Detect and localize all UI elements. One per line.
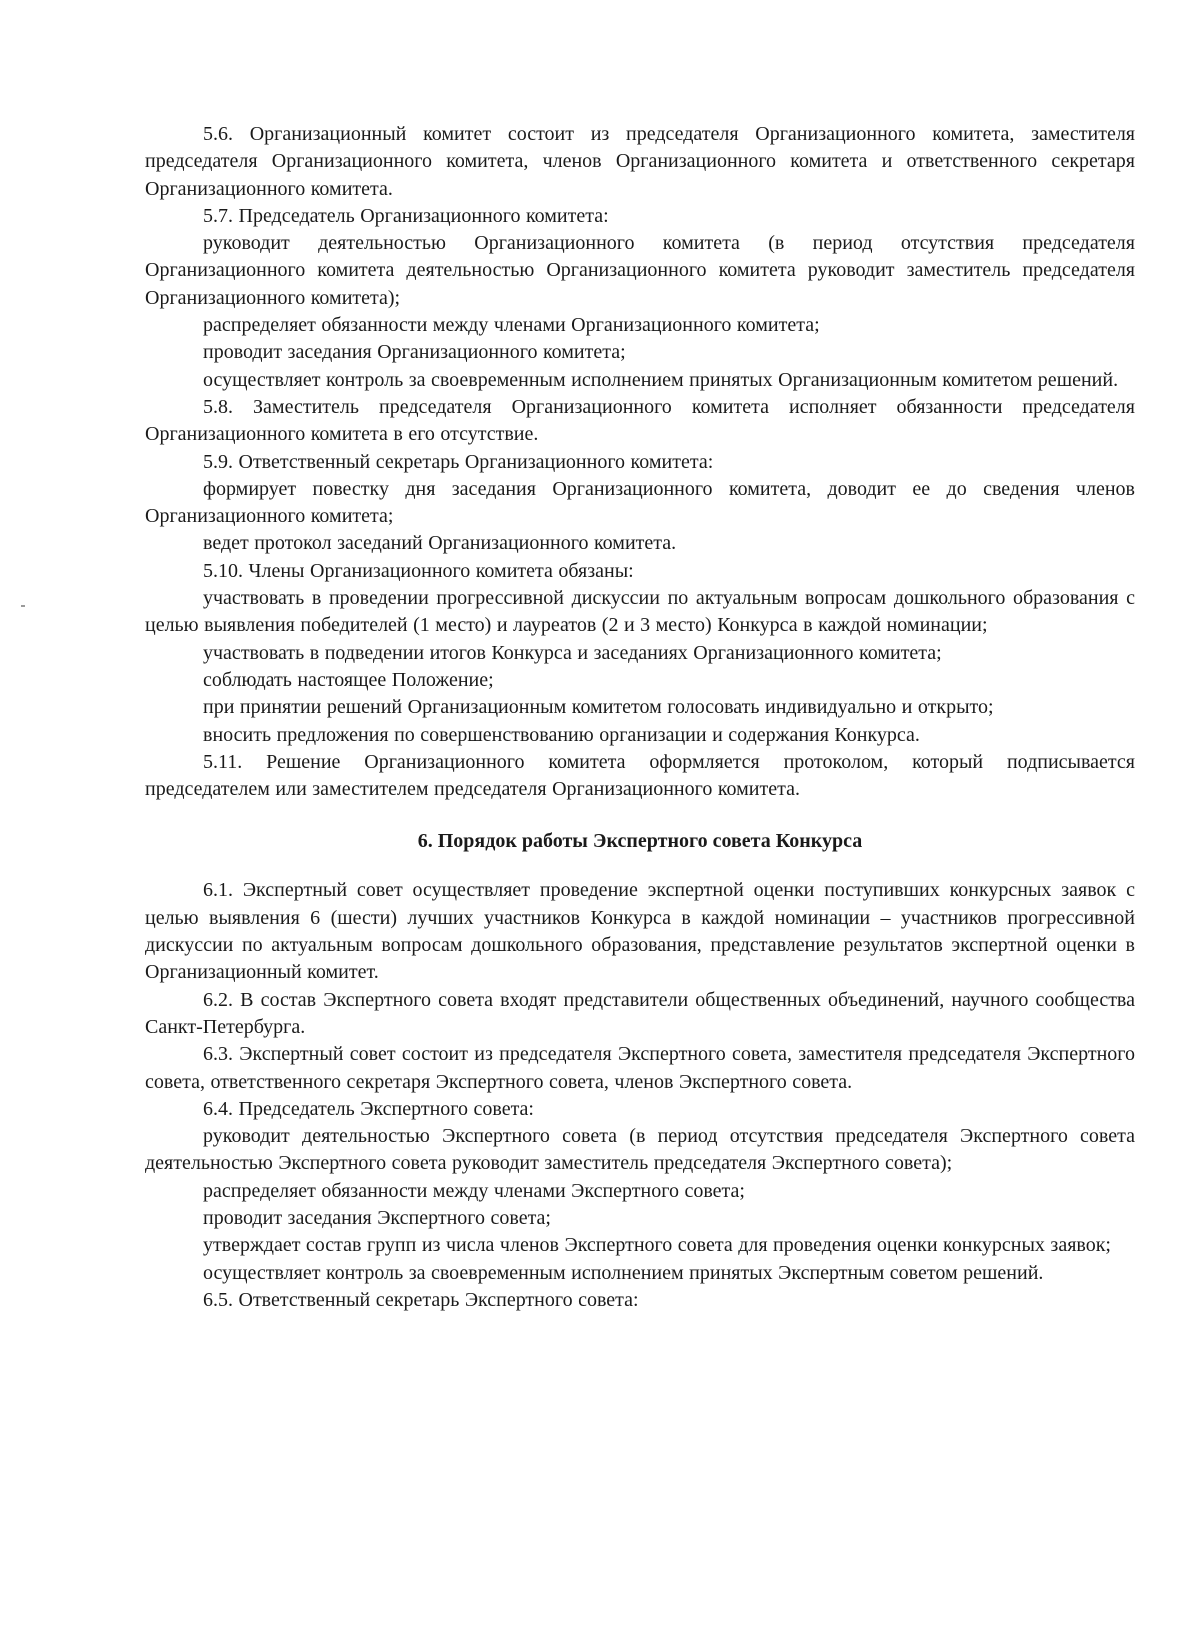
- paragraph-5-7: 5.7. Председатель Организационного комитета:: [203, 204, 609, 227]
- list-item: осуществляет контроль за своевременным исполнением принятых Экспертным советом решений.: [203, 1261, 1044, 1284]
- list-item: проводит заседания Организационного комитета;: [203, 341, 626, 364]
- list-item: руководит деятельностью Экспертного совета (в период отсутствия председателя Экспертного совета деятельностью Экспертного совета руководит заместитель председателя Экспертного совета);: [145, 1125, 1135, 1175]
- list-item: участвовать в проведении прогрессивной дискуссии по актуальным вопросам дошкольного образования с целью выявления победителей (1 место) и лауреатов (2 и 3 место) Конкурса в каждой номинации;: [145, 587, 1135, 637]
- paragraph-5-10: 5.10. Члены Организационного комитета обязаны:: [203, 559, 634, 582]
- list-item: проводит заседания Экспертного совета;: [203, 1206, 551, 1229]
- list-item: распределяет обязанности между членами Экспертного совета;: [203, 1179, 745, 1202]
- paragraph-5-11: 5.11. Решение Организационного комитета оформляется протоколом, который подписывается председателем или заместителем председателя Организационного комитета.: [145, 750, 1135, 801]
- section-6-heading: 6. Порядок работы Экспертного совета Конкурса: [417, 830, 863, 853]
- list-item: соблюдать настоящее Положение;: [203, 668, 494, 691]
- list-item: при принятии решений Организационным комитетом голосовать индивидуально и открыто;: [203, 696, 994, 719]
- list-item: ведет протокол заседаний Организационного комитета.: [203, 532, 677, 555]
- list-item: осуществляет контроль за своевременным исполнением принятых Организационным комитетом решений.: [203, 368, 1119, 391]
- scan-speck: [21, 605, 25, 607]
- paragraph-5-9: 5.9. Ответственный секретарь Организационного комитета:: [203, 450, 714, 473]
- paragraph-6-1: 6.1. Экспертный совет осуществляет проведение экспертной оценки поступивших конкурсных заявок с целью выявления 6 (шести) лучших участников Конкурса в каждой номинации – участников прогрессивной дискуссии по актуальным вопросам дошкольного образования, представление результатов экспертной оценки в Организационный комитет.: [145, 879, 1135, 984]
- list-item: утверждает состав групп из числа членов Экспертного совета для проведения оценки конкурсных заявок;: [203, 1234, 1111, 1257]
- paragraph-5-8: 5.8. Заместитель председателя Организационного комитета исполняет обязанности председателя Организационного комитета в его отсутствие.: [145, 395, 1135, 446]
- list-item: распределяет обязанности между членами Организационного комитета;: [203, 314, 820, 337]
- paragraph-6-4: 6.4. Председатель Экспертного совета:: [203, 1097, 534, 1120]
- list-item: вносить предложения по совершенствованию организации и содержания Конкурса.: [203, 723, 920, 746]
- paragraph-5-6: 5.6. Организационный комитет состоит из председателя Организационного комитета, заместителя председателя Организационного комитета, членов Организационного комитета и ответственного секретаря Организационного комитета.: [145, 123, 1135, 200]
- document-body: [145, 121, 1135, 1314]
- list-item: руководит деятельностью Организационного комитета (в период отсутствия председателя Организационного комитета деятельностью Организационного комитета руководит заместитель председателя Организационного комитета);: [145, 232, 1135, 309]
- paragraph-6-3: 6.3. Экспертный совет состоит из председателя Экспертного совета, заместителя председателя Экспертного совета, ответственного секретаря Экспертного совета, членов Экспертного совета.: [145, 1043, 1135, 1093]
- list-item: участвовать в подведении итогов Конкурса и заседаниях Организационного комитета;: [203, 641, 942, 664]
- paragraph-6-2: 6.2. В состав Экспертного совета входят представители общественных объединений, научного сообщества Санкт-Петербурга.: [145, 988, 1135, 1038]
- list-item: формирует повестку дня заседания Организационного комитета, доводит ее до сведения членов Организационного комитета;: [145, 477, 1135, 528]
- paragraph-6-5: 6.5. Ответственный секретарь Экспертного совета:: [203, 1288, 639, 1311]
